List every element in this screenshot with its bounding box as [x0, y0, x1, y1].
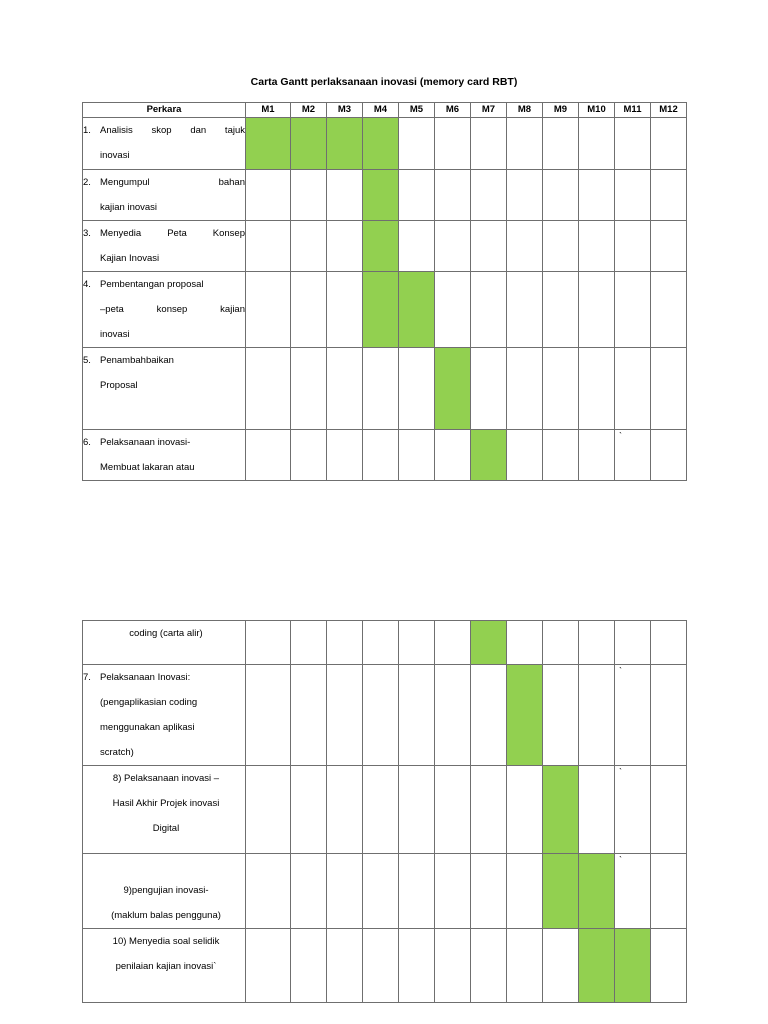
gantt-empty-cell [507, 854, 543, 929]
gantt-empty-cell [291, 348, 327, 430]
task-row [83, 221, 687, 272]
gantt-empty-cell [246, 221, 291, 272]
gantt-empty-cell [471, 221, 507, 272]
header-month: M8 [507, 103, 543, 118]
gantt-empty-cell [615, 221, 651, 272]
gantt-empty-cell [471, 929, 507, 1003]
gantt-empty-cell [579, 221, 615, 272]
task-row [83, 118, 687, 170]
gantt-empty-cell [363, 621, 399, 665]
stray-mark: ` [619, 767, 622, 777]
gantt-empty-cell [507, 221, 543, 272]
gantt-empty-cell [399, 221, 435, 272]
task-text-line: (pengaplikasian coding [100, 697, 198, 708]
task-text-line: 10) Menyedia soal selidik [112, 936, 220, 947]
gantt-empty-cell [579, 170, 615, 221]
gantt-empty-cell [399, 766, 435, 854]
gantt-empty-cell [327, 621, 363, 665]
task-text-line: Analisis skop dan tajuk [100, 125, 245, 136]
gantt-empty-cell [543, 665, 579, 766]
gantt-empty-cell [507, 118, 543, 170]
task-text-line: Kajian Inovasi [100, 253, 160, 264]
gantt-empty-cell [471, 118, 507, 170]
task-description [83, 621, 246, 665]
gantt-empty-cell [543, 430, 579, 481]
stray-mark: ` [619, 855, 622, 865]
header-month: M11 [615, 103, 651, 118]
gantt-bar-cell [471, 621, 507, 665]
gantt-empty-cell [327, 854, 363, 929]
gantt-bar-cell [363, 221, 399, 272]
task-text-line: Digital [152, 823, 180, 834]
task-row [83, 854, 687, 929]
gantt-empty-cell [471, 665, 507, 766]
gantt-empty-cell [615, 766, 651, 854]
gantt-empty-cell [327, 929, 363, 1003]
task-text-line: 8) Pelaksanaan inovasi – [112, 773, 220, 784]
task-number: 5. [83, 355, 91, 366]
gantt-empty-cell [327, 766, 363, 854]
gantt-empty-cell [435, 170, 471, 221]
task-description [83, 665, 246, 766]
gantt-empty-cell [246, 766, 291, 854]
task-row [83, 348, 687, 430]
task-text-line: Mengumpul bahan [100, 177, 245, 188]
task-text-line: (maklum balas pengguna) [111, 910, 221, 921]
gantt-empty-cell [435, 929, 471, 1003]
gantt-empty-cell [579, 430, 615, 481]
gantt-empty-cell [579, 118, 615, 170]
task-description [83, 348, 246, 430]
gantt-empty-cell [651, 221, 687, 272]
gantt-empty-cell [327, 665, 363, 766]
task-text-line: Pelaksanaan Inovasi: [100, 672, 191, 683]
gantt-empty-cell [399, 118, 435, 170]
task-row [83, 929, 687, 1003]
gantt-empty-cell [291, 621, 327, 665]
header-task: Perkara [83, 103, 246, 118]
gantt-empty-cell [327, 221, 363, 272]
gantt-empty-cell [363, 665, 399, 766]
header-month: M12 [651, 103, 687, 118]
gantt-empty-cell [651, 272, 687, 348]
task-text-line: Membuat lakaran atau [100, 462, 195, 473]
gantt-empty-cell [327, 272, 363, 348]
task-number: 3. [83, 228, 91, 239]
task-description [83, 766, 246, 854]
gantt-bar-cell [579, 854, 615, 929]
gantt-empty-cell [543, 272, 579, 348]
gantt-empty-cell [435, 621, 471, 665]
gantt-bar-cell [507, 665, 543, 766]
task-text-line: kajian inovasi [100, 202, 158, 213]
gantt-empty-cell [246, 665, 291, 766]
gantt-empty-cell [291, 272, 327, 348]
gantt-empty-cell [543, 221, 579, 272]
gantt-bar-cell [363, 170, 399, 221]
task-description [83, 929, 246, 1003]
gantt-empty-cell [291, 766, 327, 854]
gantt-empty-cell [543, 929, 579, 1003]
task-text-line: Menyedia Peta Konsep [100, 228, 245, 239]
gantt-empty-cell [507, 348, 543, 430]
task-number: 2. [83, 177, 91, 188]
task-description [83, 118, 246, 170]
task-text-line: Penambahbaikan [100, 355, 174, 366]
stray-mark: ` [619, 666, 622, 676]
gantt-empty-cell [435, 118, 471, 170]
gantt-empty-cell [579, 665, 615, 766]
task-row [83, 170, 687, 221]
gantt-empty-cell [579, 348, 615, 430]
task-number: 7. [83, 672, 91, 683]
gantt-empty-cell [435, 430, 471, 481]
gantt-table-part-1 [82, 102, 687, 481]
gantt-empty-cell [246, 621, 291, 665]
gantt-empty-cell [327, 170, 363, 221]
gantt-bar-cell [471, 430, 507, 481]
gantt-empty-cell [363, 766, 399, 854]
gantt-empty-cell [615, 665, 651, 766]
gantt-empty-cell [651, 665, 687, 766]
task-row [83, 621, 687, 665]
gantt-empty-cell [291, 221, 327, 272]
gantt-empty-cell [246, 348, 291, 430]
task-text-line: –peta konsep kajian [100, 304, 245, 315]
gantt-empty-cell [291, 854, 327, 929]
gantt-empty-cell [507, 272, 543, 348]
task-text-line: scratch) [100, 747, 134, 758]
gantt-empty-cell [507, 621, 543, 665]
gantt-empty-cell [246, 170, 291, 221]
gantt-empty-cell [246, 430, 291, 481]
header-month: M4 [363, 103, 399, 118]
gantt-empty-cell [543, 118, 579, 170]
task-text-line: coding (carta alir) [129, 628, 203, 639]
stray-mark: ` [619, 431, 622, 441]
task-text-line: Pembentangan proposal [100, 279, 204, 290]
gantt-empty-cell [543, 348, 579, 430]
gantt-bar-cell [615, 929, 651, 1003]
gantt-empty-cell [507, 170, 543, 221]
gantt-bar-cell [435, 348, 471, 430]
gantt-empty-cell [651, 854, 687, 929]
gantt-empty-cell [471, 272, 507, 348]
gantt-empty-cell [651, 170, 687, 221]
gantt-empty-cell [363, 348, 399, 430]
gantt-empty-cell [435, 221, 471, 272]
chart-title: Carta Gantt perlaksanaan inovasi (memory card RBT) [250, 76, 518, 88]
gantt-empty-cell [399, 348, 435, 430]
gantt-empty-cell [615, 430, 651, 481]
header-month: M6 [435, 103, 471, 118]
gantt-bar-cell [543, 854, 579, 929]
gantt-empty-cell [615, 621, 651, 665]
task-description [83, 854, 246, 929]
gantt-empty-cell [471, 170, 507, 221]
gantt-empty-cell [579, 621, 615, 665]
gantt-bar-cell [327, 118, 363, 170]
gantt-empty-cell [507, 430, 543, 481]
header-month: M2 [291, 103, 327, 118]
task-description [83, 430, 246, 481]
gantt-empty-cell [327, 348, 363, 430]
task-row [83, 665, 687, 766]
gantt-bar-cell [543, 766, 579, 854]
gantt-empty-cell [615, 854, 651, 929]
gantt-empty-cell [363, 929, 399, 1003]
gantt-empty-cell [399, 621, 435, 665]
gantt-empty-cell [615, 348, 651, 430]
gantt-empty-cell [291, 665, 327, 766]
gantt-empty-cell [291, 430, 327, 481]
gantt-empty-cell [579, 766, 615, 854]
task-description [83, 170, 246, 221]
gantt-empty-cell [651, 430, 687, 481]
gantt-table-part-2 [82, 620, 687, 1003]
gantt-empty-cell [471, 766, 507, 854]
gantt-empty-cell [399, 929, 435, 1003]
gantt-empty-cell [399, 430, 435, 481]
task-row [83, 430, 687, 481]
gantt-empty-cell [246, 272, 291, 348]
task-text-line: penilaian kajian inovasi` [115, 961, 217, 972]
task-text-line: Hasil Akhir Projek inovasi [112, 798, 220, 809]
gantt-empty-cell [579, 272, 615, 348]
task-row [83, 766, 687, 854]
gantt-bar-cell [399, 272, 435, 348]
gantt-empty-cell [291, 170, 327, 221]
gantt-empty-cell [651, 348, 687, 430]
header-month: M3 [327, 103, 363, 118]
gantt-empty-cell [435, 766, 471, 854]
task-description [83, 272, 246, 348]
gantt-empty-cell [435, 665, 471, 766]
gantt-empty-cell [543, 170, 579, 221]
task-text-line: inovasi [100, 329, 130, 340]
gantt-empty-cell [471, 854, 507, 929]
gantt-empty-cell [399, 170, 435, 221]
header-month: M7 [471, 103, 507, 118]
gantt-empty-cell [327, 430, 363, 481]
header-month: M10 [579, 103, 615, 118]
gantt-empty-cell [651, 621, 687, 665]
gantt-empty-cell [435, 854, 471, 929]
header-row [83, 103, 687, 118]
gantt-empty-cell [615, 272, 651, 348]
task-text-line: menggunakan aplikasi [100, 722, 195, 733]
gantt-empty-cell [399, 665, 435, 766]
task-text-line: inovasi [100, 150, 130, 161]
task-row [83, 272, 687, 348]
gantt-empty-cell [363, 430, 399, 481]
header-month: M1 [246, 103, 291, 118]
task-description [83, 221, 246, 272]
gantt-empty-cell [246, 854, 291, 929]
task-text-line: Pelaksanaan inovasi- [100, 437, 191, 448]
header-month: M5 [399, 103, 435, 118]
gantt-empty-cell [471, 348, 507, 430]
gantt-empty-cell [291, 929, 327, 1003]
gantt-empty-cell [435, 272, 471, 348]
gantt-empty-cell [507, 929, 543, 1003]
gantt-empty-cell [363, 854, 399, 929]
gantt-empty-cell [507, 766, 543, 854]
gantt-bar-cell [579, 929, 615, 1003]
gantt-empty-cell [399, 854, 435, 929]
gantt-bar-cell [363, 272, 399, 348]
gantt-empty-cell [615, 170, 651, 221]
gantt-bar-cell [291, 118, 327, 170]
task-number: 4. [83, 279, 91, 290]
header-month: M9 [543, 103, 579, 118]
gantt-empty-cell [651, 766, 687, 854]
task-text-line: 9)pengujian inovasi- [123, 885, 209, 896]
gantt-empty-cell [615, 118, 651, 170]
task-number: 1. [83, 125, 91, 136]
task-number: 6. [83, 437, 91, 448]
gantt-bar-cell [363, 118, 399, 170]
gantt-empty-cell [543, 621, 579, 665]
task-text-line: Proposal [100, 380, 138, 391]
gantt-empty-cell [246, 929, 291, 1003]
gantt-empty-cell [651, 118, 687, 170]
gantt-bar-cell [246, 118, 291, 170]
gantt-empty-cell [651, 929, 687, 1003]
